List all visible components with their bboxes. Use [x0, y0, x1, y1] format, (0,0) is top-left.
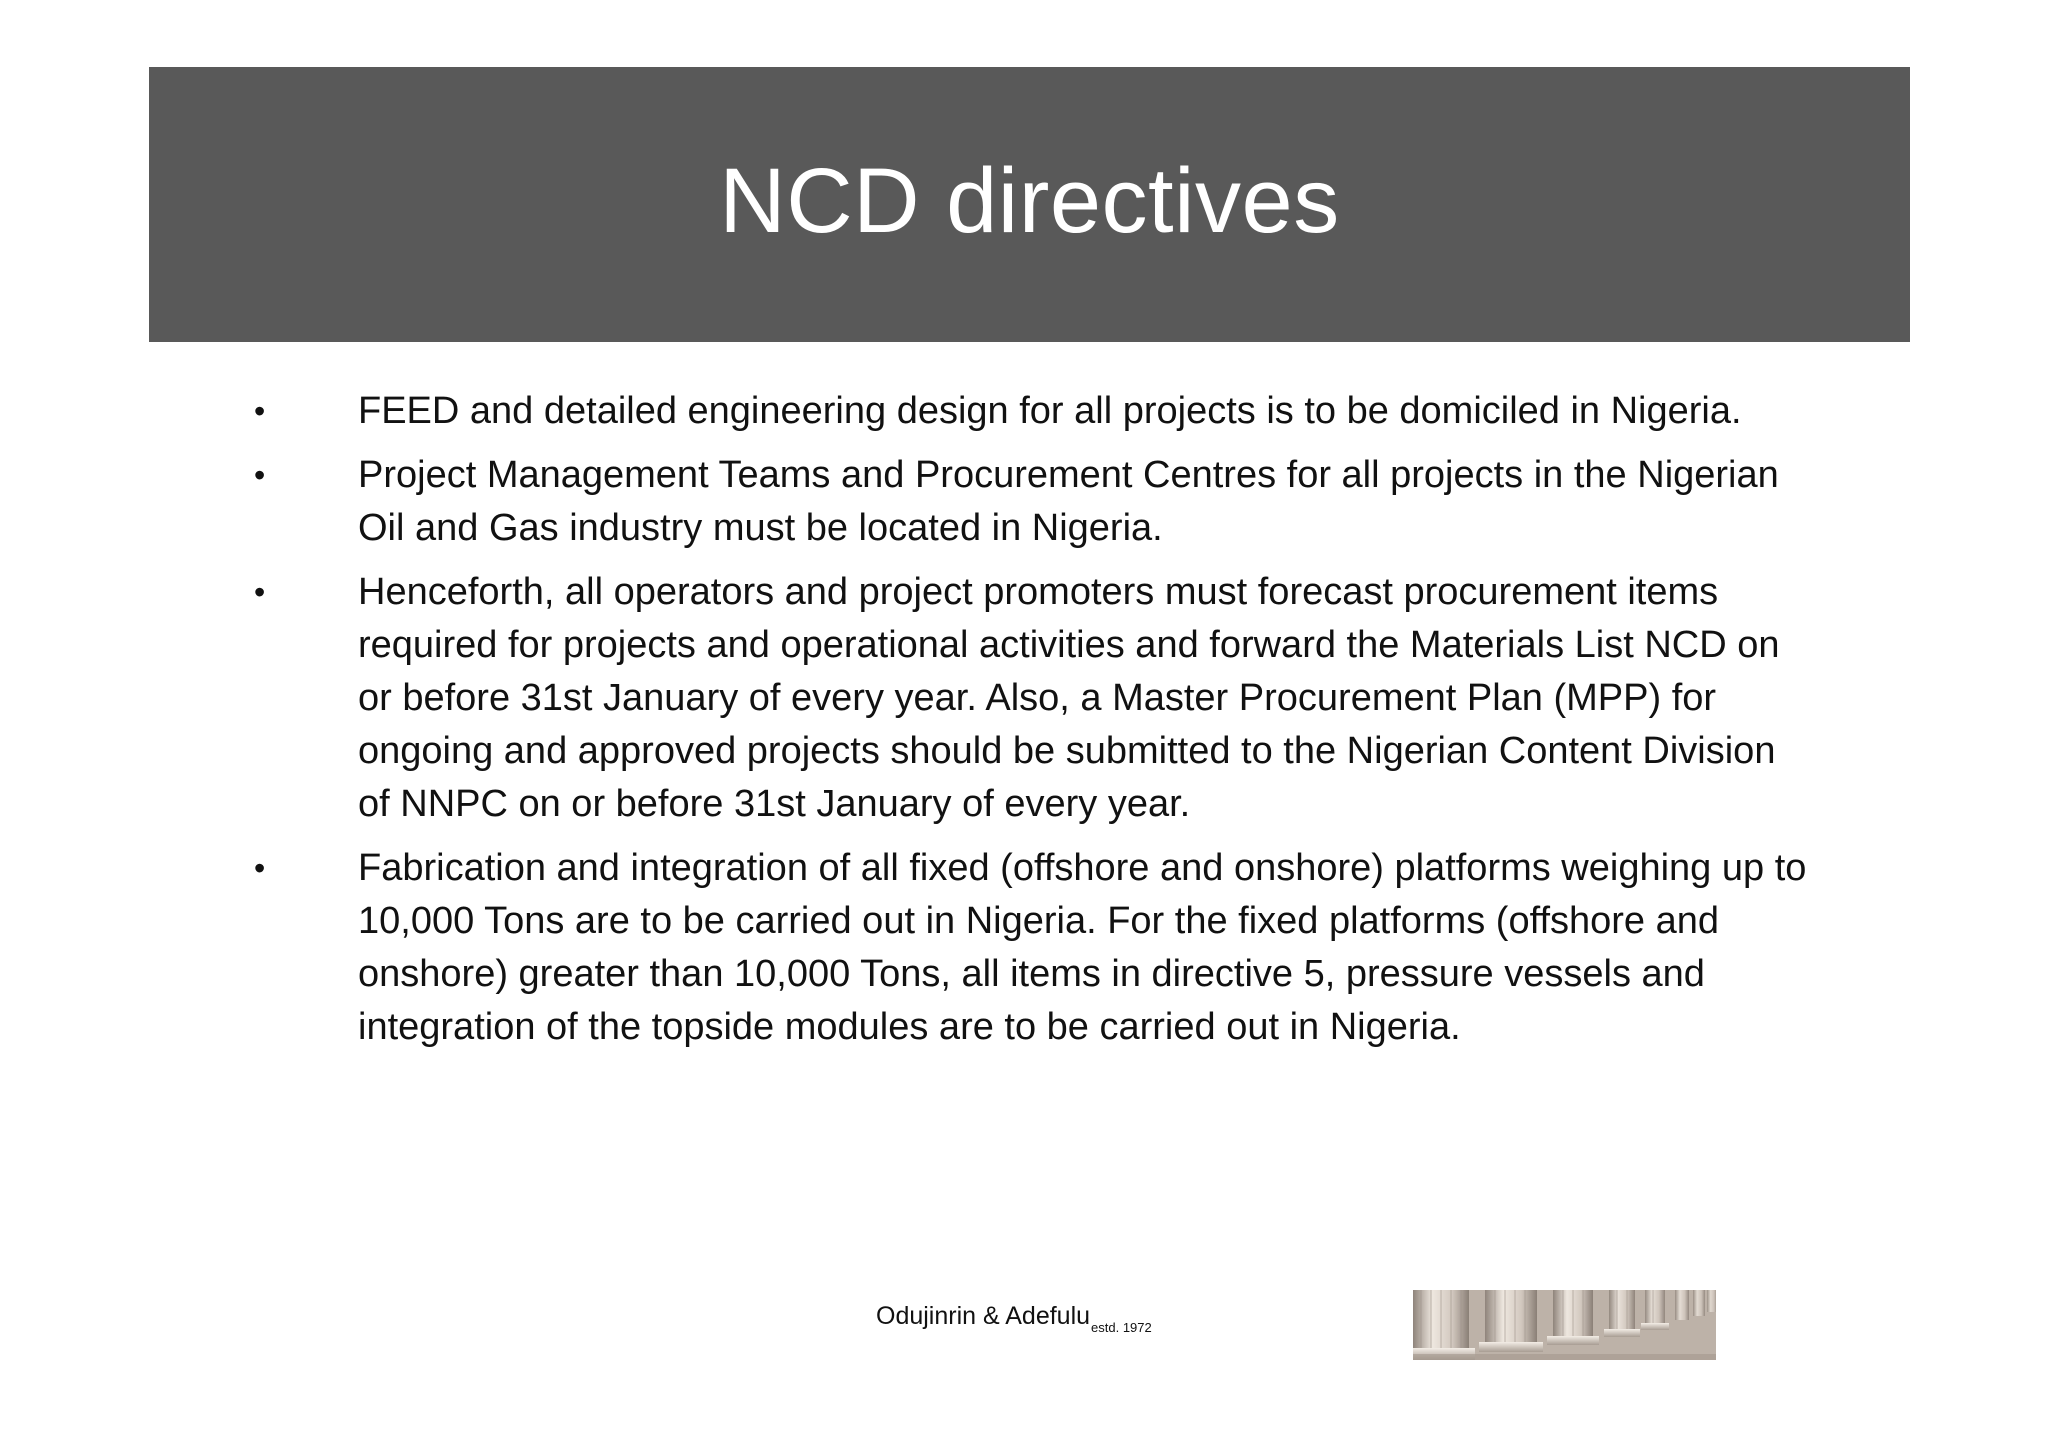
pillars-image: [1413, 1290, 1716, 1360]
list-item: [250, 842, 1810, 1054]
bullet-icon: •: [254, 850, 266, 886]
bullet-icon: •: [254, 457, 266, 493]
pillars-illustration: [1413, 1290, 1716, 1360]
directives-list: [250, 385, 1810, 1065]
bullet-text: FEED and detailed engineering design for all projects is to be domiciled in Nigeria.: [358, 390, 1742, 432]
firm-established: estd. 1972: [1091, 1320, 1152, 1335]
bullet-text: Henceforth, all operators and project promoters must forecast procurement items required for projects and operational activities and forward the Materials List NCD on or before 31st January of every year. Also, a Master Procurement Plan (MPP) for ongoing and approved projects should be submitted to the Nigerian Content Division of NNPC on or before 31st January of every year.: [358, 571, 1780, 825]
list-item: [250, 449, 1810, 555]
bullet-text: Fabrication and integration of all fixed (offshore and onshore) platforms weighing up to 10,000 Tons are to be carried out in Nigeria. For the fixed platforms (offshore and onshore) greater than 10,000 Tons, all items in directive 5, pressure vessels and integration of the topside modules are to be carried out in Nigeria.: [358, 847, 1807, 1048]
firm-name: Odujinrin & Adefulu: [876, 1302, 1091, 1330]
bullet-icon: •: [254, 393, 266, 429]
list-item: [250, 566, 1810, 831]
footer-firm-credit: [876, 1302, 1152, 1335]
list-item: [250, 385, 1810, 438]
title-band: [149, 67, 1910, 342]
bullet-text: Project Management Teams and Procurement Centres for all projects in the Nigerian Oil and Gas industry must be located in Nigeria.: [358, 454, 1779, 549]
bullet-icon: •: [254, 574, 266, 610]
slide-title: NCD directives: [719, 149, 1340, 252]
